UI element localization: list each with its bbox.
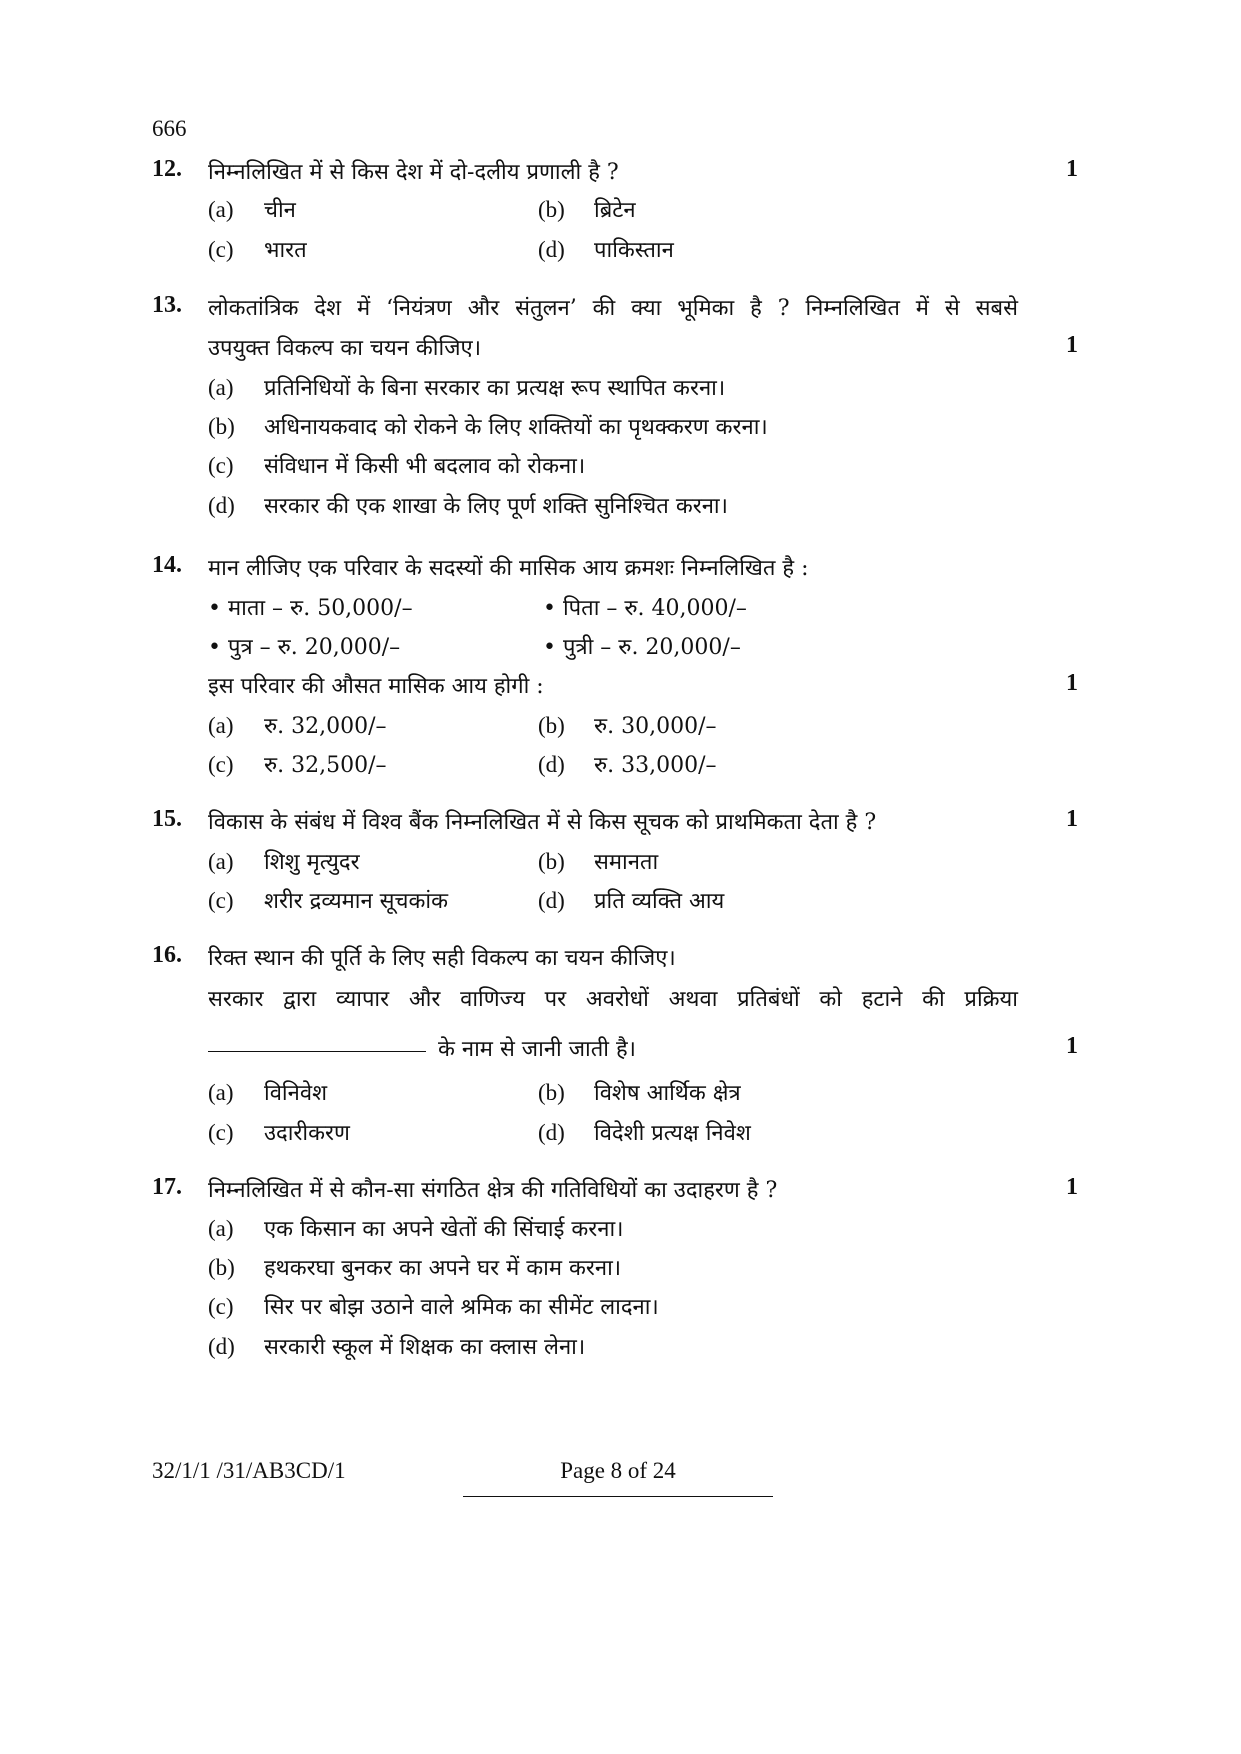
option-label: (c): [208, 752, 234, 777]
option-a: [208, 372, 725, 402]
question-number: 13.: [152, 292, 182, 318]
question-text: विकास के संबंध में विश्व बैंक निम्नलिखित में से किस सूचक को प्राथमिकता देता है ?: [208, 810, 877, 835]
option-label: (a): [208, 197, 234, 222]
page-code: 666: [152, 116, 187, 141]
option-text: भारत: [264, 238, 307, 263]
option-d: [538, 885, 724, 915]
option-text: अधिनायकवाद को रोकने के लिए शक्तियों का पृथक्करण करना।: [264, 415, 768, 440]
option-label: (d): [538, 237, 565, 262]
income-daughter: • पुत्री – रु. 20,000/–: [543, 635, 741, 660]
option-a: [208, 1213, 624, 1243]
option-label: (b): [538, 1080, 565, 1105]
question-number: 15.: [152, 806, 182, 832]
marks: 1: [1066, 332, 1078, 358]
option-text: सरकार की एक शाखा के लिए पूर्ण शक्ति सुनिश्चित करना।: [264, 494, 728, 519]
option-b: [538, 194, 636, 224]
option-text: एक किसान का अपने खेतों की सिंचाई करना।: [264, 1217, 624, 1242]
option-b: [208, 411, 768, 441]
page-number: Page 8 of 24: [463, 1458, 773, 1497]
question-text-line2: उपयुक्त विकल्प का चयन कीजिए।: [208, 336, 482, 361]
option-text: सिर पर बोझ उठाने वाले श्रमिक का सीमेंट लादना।: [264, 1295, 659, 1320]
question-number: 14.: [152, 552, 182, 578]
option-b: [538, 1077, 741, 1107]
option-d: [208, 1331, 585, 1361]
option-label: (d): [538, 888, 565, 913]
question-text: निम्नलिखित में से कौन-सा संगठित क्षेत्र की गतिविधियों का उदाहरण है ?: [208, 1178, 778, 1203]
option-label: (b): [538, 713, 565, 738]
option-label: (c): [208, 453, 234, 478]
question-text-line1: लोकतांत्रिक देश में ‘नियंत्रण और संतुलन’ की क्या भूमिका है ? निम्नलिखित में से सबसे: [208, 296, 1018, 321]
option-b: [538, 710, 717, 740]
option-label: (b): [538, 849, 565, 874]
option-text: प्रतिनिधियों के बिना सरकार का प्रत्यक्ष रूप स्थापित करना।: [264, 376, 726, 401]
option-label: (d): [208, 1334, 235, 1359]
option-text: संविधान में किसी भी बदलाव को रोकना।: [264, 454, 586, 479]
option-b: [208, 1252, 621, 1282]
option-text: उदारीकरण: [264, 1121, 350, 1146]
option-label: (b): [208, 414, 235, 439]
marks: 1: [1066, 1174, 1078, 1200]
question-number: 12.: [152, 156, 182, 182]
option-c: [208, 749, 387, 779]
option-text: रु. 32,500/–: [264, 753, 387, 778]
option-text: हथकरघा बुनकर का अपने घर में काम करना।: [264, 1256, 622, 1281]
option-d: [208, 490, 728, 520]
question-text-line3: [208, 1033, 636, 1063]
question-text: रिक्त स्थान की पूर्ति के लिए सही विकल्प का चयन कीजिए।: [208, 946, 676, 971]
question-text-line2: सरकार द्वारा व्यापार और वाणिज्य पर अवरोधों अथवा प्रतिबंधों को हटाने की प्रक्रिया: [208, 987, 1018, 1012]
income-son: • पुत्र – रु. 20,000/–: [208, 635, 401, 660]
option-text: विदेशी प्रत्यक्ष निवेश: [594, 1121, 751, 1146]
option-text: रु. 30,000/–: [594, 714, 717, 739]
option-text: शिशु मृत्युदर: [264, 850, 360, 875]
option-text: ब्रिटेन: [594, 198, 636, 223]
marks: 1: [1066, 670, 1078, 696]
option-label: (c): [208, 888, 234, 913]
option-text: रु. 33,000/–: [594, 753, 717, 778]
option-label: (a): [208, 1080, 234, 1105]
option-d: [538, 749, 717, 779]
option-label: (c): [208, 1294, 234, 1319]
option-c: [208, 1291, 659, 1321]
income-father: • पिता – रु. 40,000/–: [543, 596, 747, 621]
option-label: (b): [538, 197, 565, 222]
option-text: रु. 32,000/–: [264, 714, 387, 739]
question-text-line3-text: के नाम से जानी जाती है।: [438, 1037, 637, 1062]
option-c: [208, 1117, 350, 1147]
option-d: [538, 1117, 751, 1147]
option-label: (d): [538, 752, 565, 777]
option-a: [208, 194, 296, 224]
marks: 1: [1066, 1033, 1078, 1059]
option-label: (d): [538, 1120, 565, 1145]
option-a: [208, 710, 387, 740]
marks: 1: [1066, 806, 1078, 832]
option-label: (d): [208, 493, 235, 518]
option-label: (a): [208, 375, 234, 400]
option-label: (a): [208, 1216, 234, 1241]
option-text: विनिवेश: [264, 1081, 328, 1106]
option-label: (a): [208, 713, 234, 738]
option-label: (b): [208, 1255, 235, 1280]
income-mother: • माता – रु. 50,000/–: [208, 596, 413, 621]
option-text: विशेष आर्थिक क्षेत्र: [594, 1081, 741, 1106]
option-label: (a): [208, 849, 234, 874]
marks: 1: [1066, 156, 1078, 182]
question-text: निम्नलिखित में से किस देश में दो-दलीय प्रणाली है ?: [208, 160, 619, 185]
option-text: सरकारी स्कूल में शिक्षक का क्लास लेना।: [264, 1335, 586, 1360]
option-text: प्रति व्यक्ति आय: [594, 889, 725, 914]
option-c: [208, 450, 585, 480]
option-c: [208, 234, 307, 264]
option-c: [208, 885, 448, 915]
question-number: 16.: [152, 942, 182, 968]
paper-code: 32/1/1 /31/AB3CD/1: [152, 1458, 346, 1483]
fill-in-blank: [208, 1051, 426, 1052]
option-label: (c): [208, 1120, 234, 1145]
option-text: पाकिस्तान: [594, 238, 674, 263]
option-text: चीन: [264, 198, 296, 223]
question-number: 17.: [152, 1174, 182, 1200]
option-text: शरीर द्रव्यमान सूचकांक: [264, 889, 449, 914]
option-b: [538, 846, 658, 876]
option-a: [208, 846, 360, 876]
option-label: (c): [208, 237, 234, 262]
question-text: मान लीजिए एक परिवार के सदस्यों की मासिक आय क्रमशः निम्नलिखित है :: [208, 556, 809, 581]
question-subtext: इस परिवार की औसत मासिक आय होगी :: [208, 674, 544, 699]
option-d: [538, 234, 674, 264]
option-text: समानता: [594, 850, 659, 875]
option-a: [208, 1077, 327, 1107]
